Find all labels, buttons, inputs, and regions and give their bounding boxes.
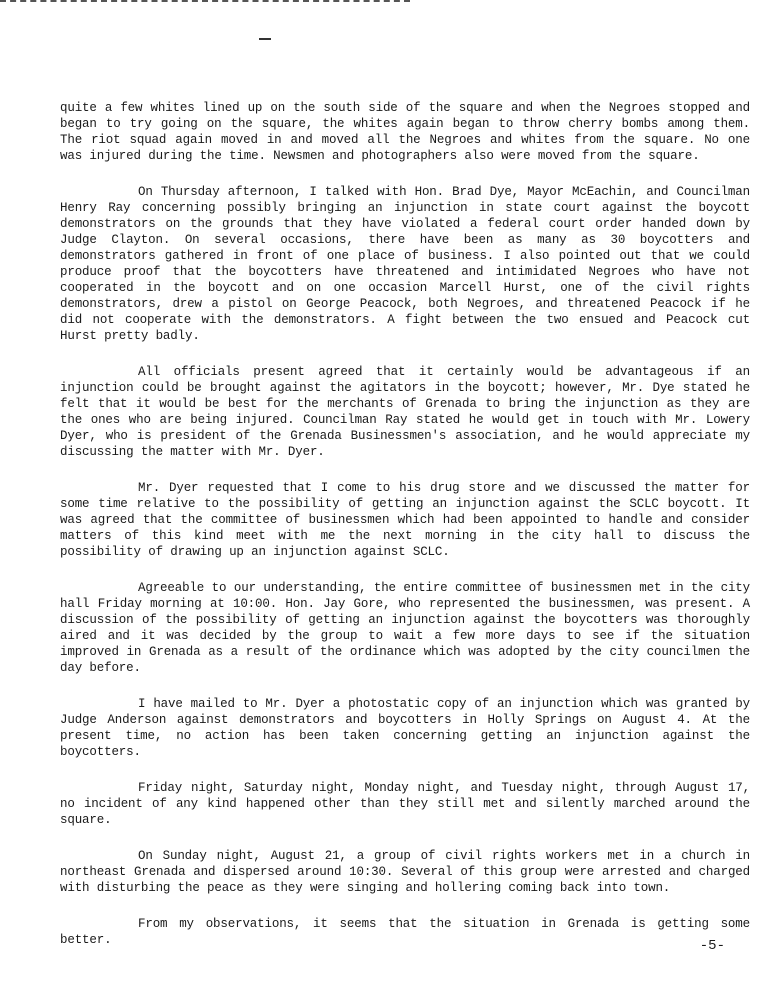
stray-mark <box>259 38 271 40</box>
scan-top-edge <box>0 0 410 7</box>
paragraph-3: All officials present agreed that it certainly would be advantageous if an injunction could be brought against the agitators in the boycott; however, Mr. Dye stated he felt that it would be best for the merchants of Grenada to bring the injunction as they are the ones who are being injured. Councilman Ray stated he would get in touch with Mr. Lowery Dyer, who is president of the Grenada Businessmen's association, and he would appreciate my discussing the matter with Mr. Dyer. <box>60 365 750 459</box>
paragraph-6: I have mailed to Mr. Dyer a photostatic copy of an injunction which was granted by Judge Anderson against demonstrators and boycotters in Holly Springs on August 4. At the present time, no action has been taken concerning getting an injunction against the boycotters. <box>60 697 750 759</box>
paragraph-7: Friday night, Saturday night, Monday night, and Tuesday night, through August 17, no incident of any kind happened other than they still met and silently marched around the square. <box>60 781 750 827</box>
paragraph-4: Mr. Dyer requested that I come to his drug store and we discussed the matter for some time relative to the possibility of getting an injunction against the SCLC boycott. It was agreed that the committee of businessmen which had been appointed to handle and consider matters of this kind meet with me the next morning in the city hall to discuss the possibility of drawing up an injunction against SCLC. <box>60 481 750 559</box>
paragraph-5: Agreeable to our understanding, the entire committee of businessmen met in the city hall Friday morning at 10:00. Hon. Jay Gore, who represented the businessmen, was present. A discussion of the possibility of getting an injunction against the boycotters was thoroughly aired and it was decided by the group to wait a few more days to see if the situation improved in Grenada as a result of the ordinance which was adopted by the city councilmen the day before. <box>60 581 750 675</box>
paragraph-2: On Thursday afternoon, I talked with Hon. Brad Dye, Mayor McEachin, and Councilman Henry Ray concerning possibly bringing an injunction in state court against the boycott demonstrators on the grounds that they have violated a federal court order handed down by Judge Clayton. On several occasions, there have been as many as 30 boycotters and demonstrators gathered in front of one place of business. I also pointed out that we could produce proof that the boycotters have threatened and intimidated Negroes who have not cooperated in the boycott and on one occasion Marcell Hurst, one of the civil rights demonstrators, drew a pistol on George Peacock, both Negroes, and threatened Peacock if he did not cooperate with the demonstrators. A fight between the two ensued and Peacock cut Hurst pretty badly. <box>60 185 750 343</box>
paragraph-8: On Sunday night, August 21, a group of civil rights workers met in a church in northeast Grenada and dispersed around 10:30. Several of this group were arrested and charged with disturbing the peace as they were singing and hollering coming back into town. <box>60 849 750 895</box>
document-body <box>60 100 750 948</box>
paragraph-1: quite a few whites lined up on the south side of the square and when the Negroes stopped and began to try going on the square, the whites again began to throw cherry bombs among them. The riot squad again moved in and moved all the Negroes and whites from the square. No one was injured during the time. Newsmen and photographers also were moved from the square. <box>60 101 750 163</box>
paragraph-9: From my observations, it seems that the situation in Grenada is getting some better. <box>60 917 750 947</box>
page-number: -5- <box>699 938 725 954</box>
